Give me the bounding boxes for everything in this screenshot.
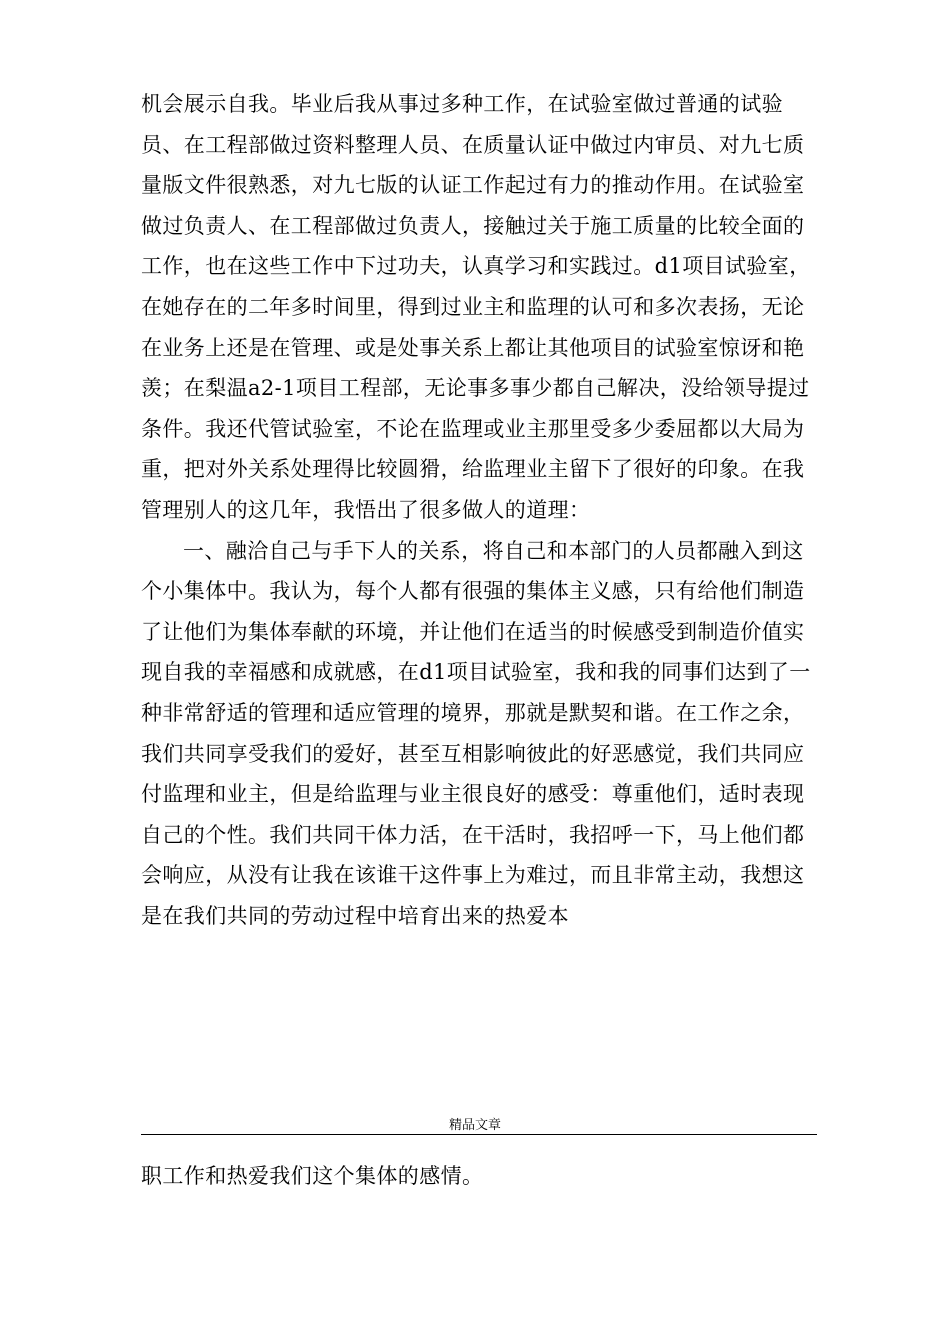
text-line: 做过负责人、在工程部做过负责人，接触过关于施工质量的比较全面的	[141, 213, 805, 238]
paragraph-start-line: 一、融洽自己与手下人的关系，将自己和本部门的人员都融入到这	[183, 538, 804, 563]
text-line: 条件。我还代管试验室，不论在监理或业主那里受多少委屈都以大局为	[141, 416, 805, 441]
text-line: 机会展示自我。毕业后我从事过多种工作，在试验室做过普通的试验	[141, 92, 783, 116]
text-line: 在业务上还是在管理、或是处事关系上都让其他项目的试验室惊讶和艳	[141, 335, 805, 360]
text-line: 羡；在梨温a2-1项目工程部，无论事多事少都自己解决，没给领导提过	[141, 376, 810, 401]
text-line: 工作，也在这些工作中下过功夫，认真学习和实践过。d1项目试验室，	[141, 254, 811, 279]
text-line: 员、在工程部做过资料整理人员、在质量认证中做过内审员、对九七质	[141, 132, 805, 157]
text-line: 付监理和业主，但是给监理与业主很良好的感受：尊重他们，适时表现	[141, 782, 805, 807]
text-line: 是在我们共同的劳动过程中培育出来的热爱本	[141, 903, 569, 928]
footer-divider	[141, 1134, 817, 1135]
footer-label: 精品文章	[448, 1118, 501, 1133]
text-line: 种非常舒适的管理和适应管理的境界，那就是默契和谐。在工作之余，	[141, 700, 805, 725]
continuation-text	[141, 1156, 821, 1197]
body-text	[141, 84, 821, 936]
text-line: 职工作和热爱我们这个集体的感情。	[141, 1164, 484, 1188]
text-line: 了让他们为集体奉献的环境，并让他们在适当的时候感受到制造价值实	[141, 619, 805, 644]
text-line: 现自我的幸福感和成就感，在d1项目试验室，我和我的同事们达到了一	[141, 660, 811, 685]
text-line: 个小集体中。我认为，每个人都有很强的集体主义感，只有给他们制造	[141, 579, 805, 604]
text-line: 我们共同享受我们的爱好，甚至互相影响彼此的好恶感觉，我们共同应	[141, 741, 805, 766]
text-line: 管理别人的这几年，我悟出了很多做人的道理：	[141, 497, 591, 522]
text-line: 量版文件很熟悉，对九七版的认证工作起过有力的推动作用。在试验室	[141, 173, 805, 198]
text-line: 在她存在的二年多时间里，得到过业主和监理的认可和多次表扬，无论	[141, 294, 805, 319]
text-line: 会响应，从没有让我在该谁干这件事上为难过，而且非常主动，我想这	[141, 863, 805, 888]
text-line: 重，把对外关系处理得比较圆猾，给监理业主留下了很好的印象。在我	[141, 457, 805, 482]
text-line: 自己的个性。我们共同干体力活，在干活时，我招呼一下，马上他们都	[141, 822, 805, 847]
